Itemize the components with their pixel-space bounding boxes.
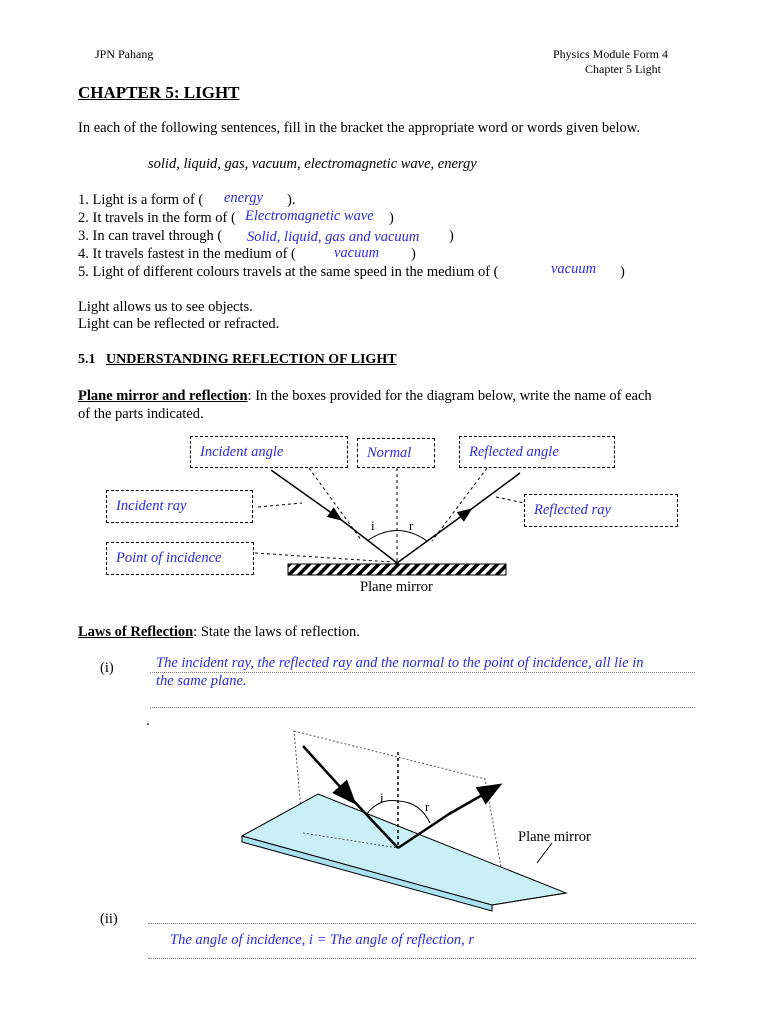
leader-point-of-incidence — [255, 553, 392, 562]
leader-reflected-ray — [496, 497, 524, 503]
header-right-line2: Chapter 5 Light — [585, 62, 661, 76]
fill-item-1-answer: energy — [224, 190, 263, 206]
law-1-number: (i) — [100, 660, 114, 676]
angle-r-3d-label: r — [425, 799, 430, 814]
law-2-number: (ii) — [100, 911, 118, 927]
law-1-answer-line2: the same plane. — [156, 673, 247, 689]
incident-ray-box[interactable] — [106, 490, 253, 523]
fill-item-4-text: 4. It travels fastest in the medium of ( — [78, 246, 296, 262]
chapter-title: CHAPTER 5: LIGHT — [78, 83, 240, 102]
fill-item-1-close: ). — [287, 192, 296, 208]
plane-mirror-label: Plane mirror — [360, 579, 433, 595]
incident-ray-arrow — [271, 470, 340, 519]
plane-mirror-3d-label: Plane mirror — [518, 829, 591, 845]
reflected-ray-line — [466, 473, 520, 513]
laws-text: : State the laws of reflection. — [193, 624, 360, 640]
plane-mirror-surface — [288, 564, 506, 575]
incident-ray-label: Incident ray — [116, 498, 187, 514]
fill-item-3-text: 3. In can travel through ( — [78, 228, 223, 244]
fill-item-2-answer: Electromagnetic wave — [245, 208, 374, 224]
angle-r-label: r — [409, 518, 414, 533]
law-2-answer: The angle of incidence, i = The angle of reflection, r — [170, 932, 475, 948]
reflected-ray-box[interactable] — [524, 494, 678, 527]
mirror-label-pointer — [537, 843, 552, 863]
header-right-line1: Physics Module Form 4 — [553, 47, 669, 61]
fill-item-4-answer: vacuum — [334, 245, 380, 261]
point-of-incidence-dot — [395, 561, 399, 565]
stray-mark: . — [146, 713, 150, 729]
point-of-incidence-label: Point of incidence — [116, 550, 222, 566]
leader-reflected-angle — [432, 468, 487, 541]
note-1: Light allows us to see objects. — [78, 299, 253, 315]
law-2-dotted-line-1 — [148, 923, 696, 924]
instruction-text: In each of the following sentences, fill in the bracket the appropriate word or words given below. — [78, 120, 640, 136]
fill-item-5-close: ) — [620, 264, 625, 280]
fill-item-1-text: 1. Light is a form of ( — [78, 192, 204, 208]
reflected-angle-box[interactable] — [459, 436, 615, 468]
point-of-incidence-box[interactable] — [106, 542, 254, 575]
normal-label: Normal — [367, 444, 412, 461]
reflected-ray-arrow — [397, 510, 470, 563]
incident-angle-box[interactable] — [190, 436, 348, 468]
section-number: 5.1 — [78, 352, 96, 367]
reflected-angle-label: Reflected angle — [469, 443, 559, 460]
reflected-ray-label: Reflected ray — [534, 502, 611, 518]
plane-mirror-heading: Plane mirror and reflection — [78, 388, 248, 404]
section-title: UNDERSTANDING REFLECTION OF LIGHT — [106, 352, 397, 367]
word-list: solid, liquid, gas, vacuum, electromagnetic wave, energy — [148, 156, 477, 172]
laws-instruction — [78, 624, 360, 641]
law-1-dotted-line-2 — [150, 707, 695, 708]
angle-i-3d-label: i — [380, 790, 384, 805]
incident-ray-line — [335, 515, 397, 563]
laws-heading: Laws of Reflection — [78, 624, 194, 640]
normal-box[interactable] — [357, 438, 435, 468]
note-2: Light can be reflected or refracted. — [78, 316, 280, 332]
angle-i-label: i — [371, 518, 375, 533]
fill-item-4-close: ) — [411, 246, 416, 262]
fill-item-5-answer: vacuum — [551, 261, 597, 277]
plane-mirror-text: : In the boxes provided for the diagram below, write the name of each — [247, 388, 652, 404]
law-2-dotted-line-2 — [148, 958, 696, 959]
fill-item-2-close: ) — [389, 210, 394, 226]
fill-item-3-close: ) — [449, 228, 454, 244]
incident-ray-3d-arrow — [303, 746, 353, 801]
fill-item-2-text: 2. It travels in the form of ( — [78, 210, 236, 226]
leader-incident-ray — [258, 503, 302, 507]
plane-mirror-text-line2: of the parts indicated. — [78, 406, 204, 422]
fill-item-3-answer: Solid, liquid, gas and vacuum — [247, 229, 420, 245]
fill-item-5-text: 5. Light of different colours travels at the same speed in the medium of ( — [78, 264, 499, 280]
incident-angle-label: Incident angle — [200, 443, 284, 460]
header-left: JPN Pahang — [95, 47, 154, 61]
law-1-answer-line1: The incident ray, the reflected ray and the normal to the point of incidence, all lie in — [156, 655, 644, 671]
